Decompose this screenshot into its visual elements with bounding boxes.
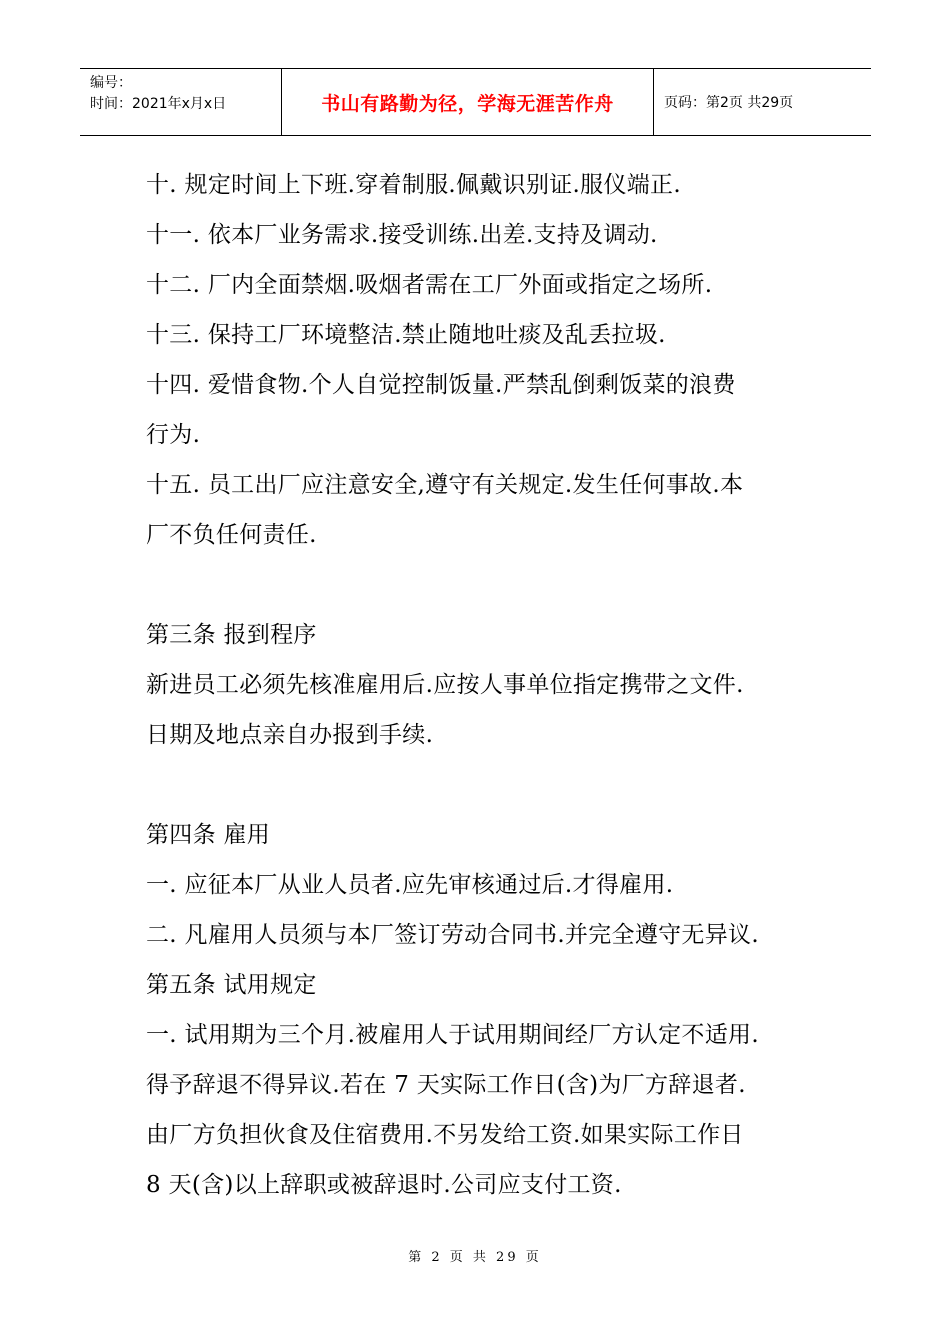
page-header — [80, 68, 871, 136]
header-motto: 书山有路勤为径，学海无涯苦作舟 — [282, 69, 654, 135]
document-number-label: 编号： — [90, 75, 132, 91]
document-body — [146, 160, 826, 1210]
body-line: 得予辞退不得异议.若在 7 天实际工作日(含)为厂方辞退者. — [146, 1072, 746, 1098]
document-time-label: 时间：2021年x月x日 — [90, 96, 227, 112]
section-heading: 第三条 报到程序 — [146, 622, 317, 648]
rule-line: 十. 规定时间上下班.穿着制服.佩戴识别证.服仪端正. — [146, 172, 681, 198]
body-line: 新进员工必须先核准雇用后.应按人事单位指定携带之文件. — [146, 672, 744, 698]
section-heading: 第四条 雇用 — [146, 822, 271, 848]
paragraph-gap — [146, 560, 826, 610]
header-meta — [80, 69, 282, 135]
body-line: 日期及地点亲自办报到手续. — [146, 722, 434, 748]
body-line: 由厂方负担伙食及住宿费用.不另发给工资.如果实际工作日 — [146, 1122, 744, 1148]
page-footer: 第 2 页 共 29 页 — [408, 1250, 542, 1265]
rule-line: 十四. 爱惜食物.个人自觉控制饭量.严禁乱倒剩饭菜的浪费 — [146, 372, 736, 398]
body-line: 一. 应征本厂从业人员者.应先审核通过后.才得雇用. — [146, 872, 674, 898]
body-line: 8 天(含)以上辞职或被辞退时.公司应支付工资. — [146, 1172, 622, 1198]
body-line: 一. 试用期为三个月.被雇用人于试用期间经厂方认定不适用. — [146, 1022, 759, 1048]
section-heading: 第五条 试用规定 — [146, 972, 317, 998]
rule-line: 行为. — [146, 422, 201, 448]
rule-line: 十一. 依本厂业务需求.接受训练.出差.支持及调动. — [146, 222, 658, 248]
rule-line: 十五. 员工出厂应注意安全,遵守有关规定.发生任何事故.本 — [146, 472, 744, 498]
rule-line: 十三. 保持工厂环境整洁.禁止随地吐痰及乱丢拉圾. — [146, 322, 666, 348]
rule-line: 厂不负任何责任. — [146, 522, 317, 548]
body-line: 二. 凡雇用人员须与本厂签订劳动合同书.并完全遵守无异议. — [146, 922, 759, 948]
rule-line: 十二. 厂内全面禁烟.吸烟者需在工厂外面或指定之场所. — [146, 272, 713, 298]
header-page-info: 页码：第2页 共29页 — [664, 95, 794, 111]
paragraph-gap — [146, 760, 826, 810]
